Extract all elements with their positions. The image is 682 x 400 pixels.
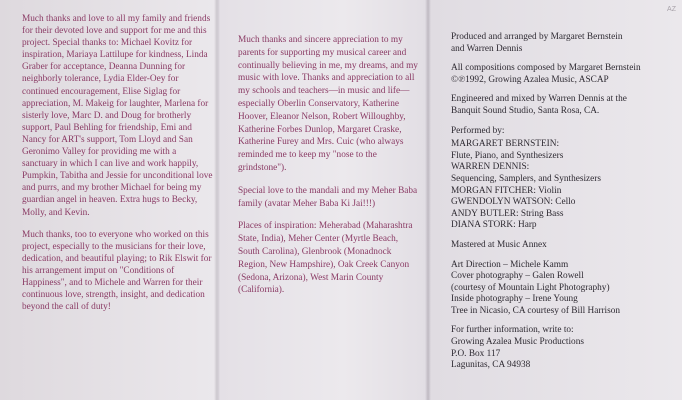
- compositions-credit: All compositions composed by Margaret Bernstein ©℗1992, Growing Azalea Music, ASCAP: [451, 63, 641, 85]
- acknowledgements-left: [22, 13, 214, 323]
- performer-entry: GWENDOLYN WATSON: Cello: [451, 197, 576, 208]
- produced-credit: Produced and arranged by Margaret Bernstein and Warren Dennis: [451, 32, 623, 54]
- page-code: AZ: [667, 6, 676, 13]
- performed-by-heading: Performed by:: [451, 125, 505, 136]
- places-of-inspiration-paragraph: Places of inspiration: Meherabad (Maharashtra State, India), Meher Center (Myrtle Beach, South Carolina), Glenbrook (Monadnock Region, New Hampshire), Oak Creek Canyon (Sedona, Arizona), West Marin County (California).: [238, 221, 413, 296]
- thanks-musicians-paragraph: Much thanks, too to everyone who worked on this project, especially to the musicians for their love, dedication, and beautiful playing; to Rik Elswit for his arrangement imput on "Conditions of Happiness", and to Michele and Warren for their continuous love, strength, insight, and dedication beyond the call of duty!: [22, 229, 212, 313]
- fold-crease-right: [425, 0, 431, 400]
- performer-name: WARREN DENNIS:: [451, 162, 530, 173]
- performer-entry: ANDY BUTLER: String Bass: [451, 208, 564, 219]
- thanks-family-paragraph: Much thanks and love to all my family and friends for their devoted love and support for me and this project. Special thanks to: Michael Kovitz for inspiration, Mariaya Lattilupe for kindness, Linda Graber for acceptance, Deanna Dunning for neighborly tolerance, Lydia Elder-Oey for continued encouragement, Elise Siglag for appreciation, M. Makeig for laughter, Marlena for sisterly love, Marc D. and Doug for brotherly support, Paul Behling for friendship, Emi and Nancy for ART's support, Tom Lloyd and San Geronimo Valley for providing me with a sanctuary in which I can live and work happily, Pumpkin, Tabitha and Jessie for unconditional love and purrs, and my brother Michael for being my guardian angel in heaven. Extra hugs to Becky, Molly, and Kevin.: [22, 14, 213, 218]
- performer-role: Flute, Piano, and Synthesizers: [451, 150, 564, 161]
- acknowledgements-middle: [238, 34, 418, 307]
- thanks-parents-paragraph: Much thanks and sincere appreciation to my parents for supporting my musical career and continually believing in me, my dreams, and my music with love. Thanks and appreciation to all my schools and teachers—in music and life—especially Oberlin Conservatory, Katherine Hoover, Eleanor Nelson, Robert Willoughby, Katherine Forbes Dunlop, Margaret Craske, Katherine Furey and Mrs. Cuic (who always reminded me to keep my "nose to the grindstone").: [238, 35, 418, 173]
- credits-column: [451, 32, 676, 380]
- meher-baba-paragraph: Special love to the mandali and my Meher Baba family (avatar Meher Baba Ki Jai!!!): [238, 185, 418, 209]
- fold-crease-left: [214, 0, 220, 400]
- engineered-credit: Engineered and mixed by Warren Dennis at the Banquit Sound Studio, Santa Rosa, CA.: [451, 94, 627, 116]
- performer-entry: MORGAN FITCHER: Violin: [451, 185, 562, 196]
- performer-name: MARGARET BERNSTEIN:: [451, 139, 560, 150]
- performer-role: Sequencing, Samplers, and Synthesizers: [451, 173, 602, 184]
- mastered-credit: Mastered at Music Annex: [451, 239, 547, 250]
- performer-entry: DIANA STORK: Harp: [451, 220, 537, 231]
- art-credits: Art Direction – Michele Kamm Cover photography – Galen Rowell (courtesy of Mountain Light Photography) Inside photography – Irene Young Tree in Nicasio, CA courtesy of Bill Harrison: [451, 259, 621, 316]
- performers-list: [451, 126, 676, 232]
- contact-address: For further information, write to: Growing Azalea Music Productions P.O. Box 117 Lagunitas, CA 94938: [451, 325, 584, 371]
